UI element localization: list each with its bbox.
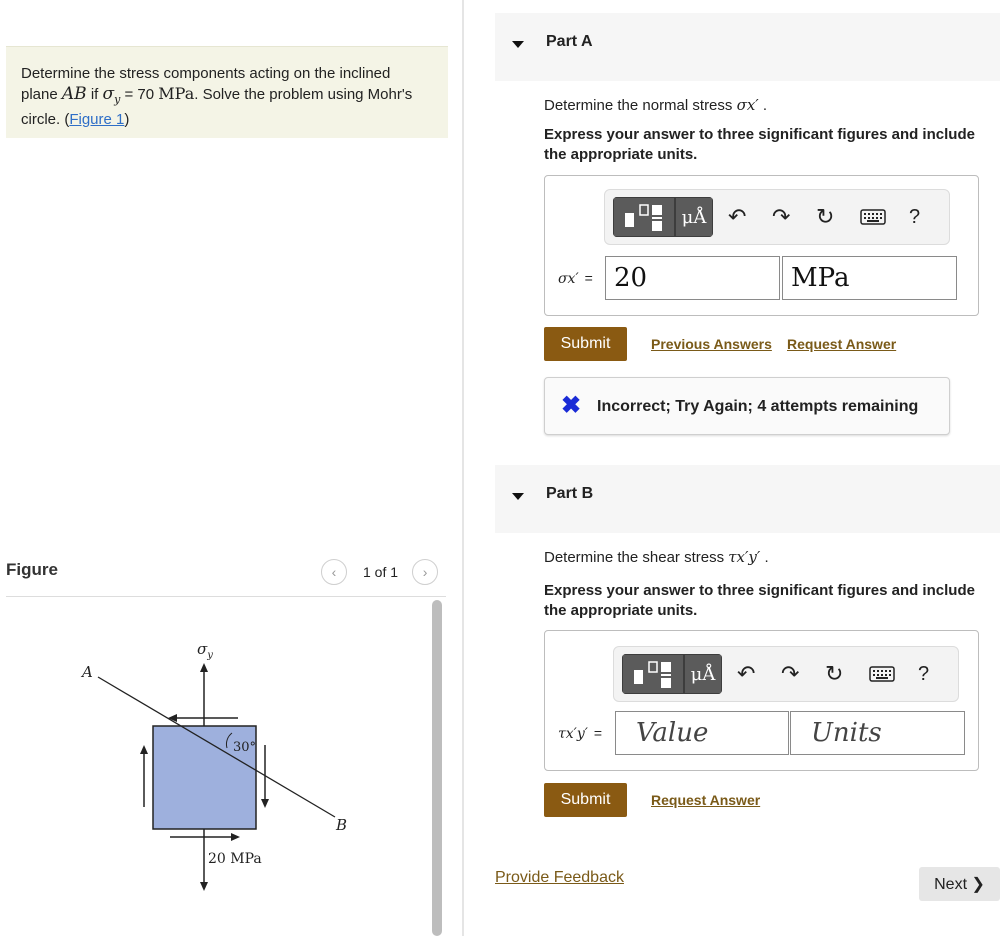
problem-text-part: Determine the stress components acting on the inclined plane [21,65,391,103]
templates-button[interactable] [622,654,684,694]
collapse-caret-icon [512,493,524,500]
chevron-left-icon: ‹ [331,564,337,580]
figure-divider [6,596,446,597]
part-b-title: Part B [546,485,594,502]
sigma-subscript: y [114,93,121,106]
variable-symbol: σx′ [558,271,579,287]
question-text: . [758,97,768,114]
shear-arrowhead-right [261,799,269,808]
redo-icon[interactable]: ↷ [772,204,791,229]
sigma-y-arrowhead-bottom [200,882,208,891]
figure-scrollbar[interactable] [432,600,442,936]
fraction-template-icon [622,202,666,232]
incorrect-x-icon: ✖ [561,392,582,419]
redo-icon[interactable]: ↷ [781,661,800,686]
keyboard-icon[interactable] [860,208,886,226]
undo-icon[interactable]: ↶ [737,661,756,686]
prev-figure-button[interactable] [321,559,347,585]
shear-arrowhead-left [140,745,148,754]
problem-statement [6,46,448,138]
problem-text [21,64,431,130]
part-a-value-input[interactable]: 20 [605,256,780,300]
point-b-label: B [336,816,348,834]
point-a-label: A [82,663,93,681]
collapse-caret-icon [512,41,524,48]
part-a-title: Part A [546,33,593,50]
panel-divider [462,0,464,936]
part-b-question [544,548,769,566]
part-a-submit-button[interactable]: Submit [544,327,627,361]
equals-sign: = [593,725,603,741]
sigma-y-arrowhead-top [200,663,208,672]
part-b-header[interactable] [495,465,1000,533]
part-a-instructions: Express your answer to three significant figures and include the appropriate units. [544,126,975,163]
angle-label: 30° [233,740,257,755]
chevron-right-icon: › [422,564,428,580]
question-text: Determine the normal stress [544,97,737,114]
reset-icon[interactable]: ↻ [825,661,844,686]
part-a-question [544,96,767,114]
keyboard-icon[interactable] [869,665,895,683]
part-a-header[interactable] [495,13,1000,81]
equals-sign: = [584,270,593,286]
sigma-y-label: $\sigma_y$ [197,640,213,661]
figure-heading: Figure [6,560,58,579]
problem-unit: MPa [158,84,195,103]
question-text: Determine the shear stress [544,549,729,566]
variable-symbol: τx′y′ [558,726,588,742]
next-button[interactable]: Next ❯ [919,867,1000,901]
templates-button[interactable] [613,197,675,237]
fraction-template-icon [631,659,675,689]
undo-icon[interactable]: ↶ [728,204,747,229]
part-b-math-toolbar [613,646,959,702]
part-a-math-toolbar [604,189,950,245]
template-button-group [622,654,722,694]
question-variable: τx′y′ [728,548,761,566]
part-a-request-answer-link[interactable]: Request Answer [787,336,897,352]
part-a-answer-box [544,175,979,316]
figure-pager [321,559,438,585]
units-symbols-button[interactable]: μÅ [684,654,722,694]
problem-text-part: if [86,86,103,103]
sigma-symbol: σ [102,84,115,104]
provide-feedback-link[interactable]: Provide Feedback [495,869,624,886]
previous-answers-link[interactable]: Previous Answers [651,336,772,352]
units-symbols-button[interactable]: μÅ [675,197,713,237]
stress-value-label: 20 MPa [208,851,262,867]
feedback-message: Incorrect; Try Again; 4 attempts remaining [597,398,919,415]
part-b-answer-box [544,630,979,771]
stress-element-figure [70,630,360,900]
part-b-submit-button[interactable]: Submit [544,783,627,817]
figure-page-count: 1 of 1 [363,564,399,580]
part-b-variable-label [558,725,602,742]
question-text: . [760,549,769,566]
next-figure-button[interactable] [412,559,438,585]
question-variable: σx′ [736,96,759,114]
part-b-request-answer-link[interactable]: Request Answer [651,792,761,808]
template-button-group [613,197,713,237]
problem-text-part: . Solve the problem using Mohr's circle. ( [21,86,413,128]
shear-arrowhead-bottom [231,833,240,841]
part-a-units-input[interactable]: MPa [782,256,957,300]
problem-value: = 70 [120,86,159,103]
part-b-units-input[interactable]: Units [790,711,965,755]
part-a-variable-label [558,270,593,287]
figure-link[interactable]: Figure 1 [69,111,125,128]
incorrect-feedback [544,377,950,435]
part-b-value-input[interactable]: Value [615,711,789,755]
reset-icon[interactable]: ↻ [816,204,835,229]
problem-text-part: ) [124,111,130,128]
help-icon[interactable]: ? [918,663,930,685]
help-icon[interactable]: ? [909,206,921,228]
part-b-instructions: Express your answer to three significant figures and include the appropriate units. [544,582,975,619]
plane-name: AB [61,84,87,104]
